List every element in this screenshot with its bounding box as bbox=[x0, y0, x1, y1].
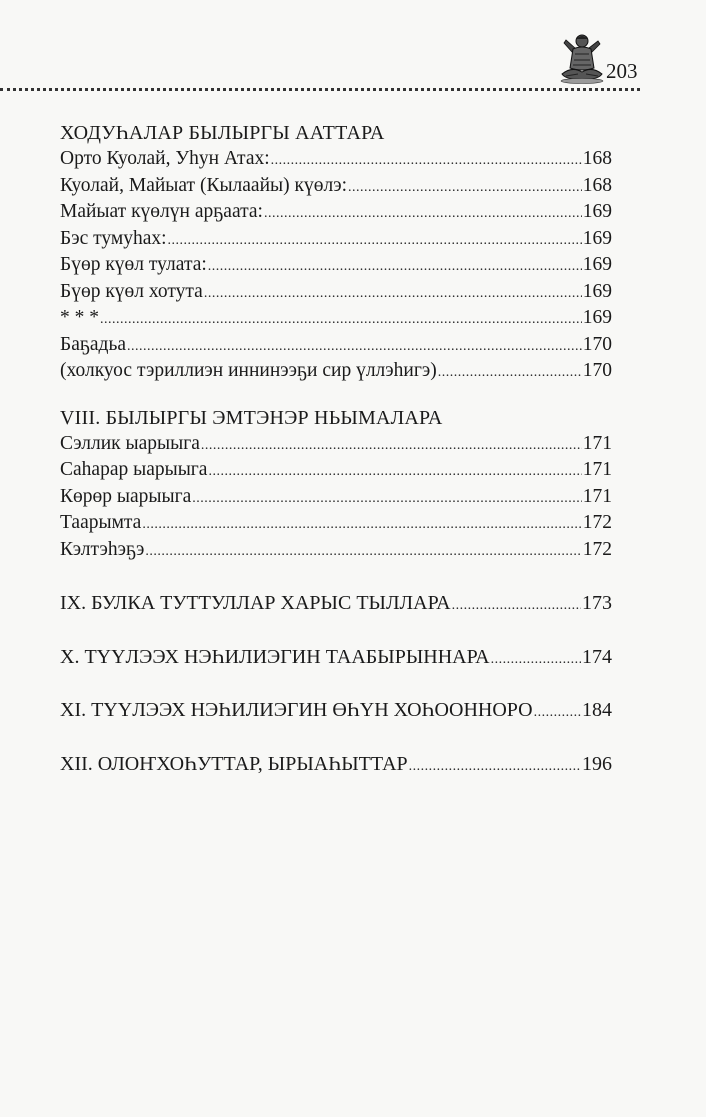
toc-entry[interactable] bbox=[60, 644, 612, 671]
entry-title: Орто Куолай, Уһун Атах: bbox=[60, 148, 270, 169]
leader-dots bbox=[271, 148, 582, 175]
entry-title: IX. БУЛКА ТУТТУЛЛАР ХАРЫС ТЫЛЛАРА bbox=[60, 592, 451, 614]
toc-section-hoduhalar bbox=[60, 120, 612, 385]
entry-page: 169 bbox=[582, 280, 612, 302]
page-number: 203 bbox=[606, 59, 638, 83]
entry-title: Кэлтэһэҕэ bbox=[60, 538, 145, 560]
leader-dots bbox=[534, 700, 581, 727]
section-title: ХОДУҺАЛАР БЫЛЫРГЫ ААТТАРА bbox=[60, 122, 385, 144]
entry-title: Бүөр күөл тулата: bbox=[60, 254, 207, 275]
leader-dots bbox=[208, 254, 582, 281]
entry-title: Баҕадьа bbox=[60, 333, 127, 355]
entry-title: Куолай, Майыат (Кылаайы) күөлэ: bbox=[60, 174, 347, 196]
toc-entry[interactable] bbox=[60, 484, 612, 511]
toc-entry[interactable] bbox=[60, 173, 612, 200]
leader-dots bbox=[192, 486, 582, 513]
leader-dots bbox=[348, 175, 582, 202]
leader-dots bbox=[438, 360, 582, 387]
leader-dots bbox=[491, 647, 581, 674]
entry-title: X. ТҮҮЛЭЭХ НЭҺИЛИЭГИН ТААБЫРЫННАРА bbox=[60, 645, 490, 668]
entry-page: 168 bbox=[582, 174, 612, 196]
entry-title: Сэллик ыарыыга bbox=[60, 432, 200, 454]
toc-chapter bbox=[60, 751, 612, 778]
leader-dots bbox=[142, 512, 581, 539]
entry-page: 169 bbox=[582, 254, 612, 275]
seated-figure-emblem-icon bbox=[558, 32, 604, 84]
entry-page: 169 bbox=[582, 307, 612, 328]
toc-entry[interactable] bbox=[60, 199, 612, 226]
leader-dots bbox=[204, 281, 582, 308]
page-header bbox=[0, 0, 706, 100]
toc-entry[interactable] bbox=[60, 431, 612, 458]
leader-dots bbox=[264, 201, 582, 228]
entry-page: 196 bbox=[582, 752, 612, 775]
entry-title: Бүөр күөл хотута bbox=[60, 280, 203, 302]
leader-dots bbox=[208, 459, 581, 486]
table-of-contents bbox=[60, 120, 612, 804]
leader-dots bbox=[168, 228, 582, 255]
entry-title: (холкуос тэриллиэн иннинээҕи сир үллэһигэ) bbox=[60, 360, 437, 381]
toc-entry[interactable] bbox=[60, 457, 612, 484]
leader-dots bbox=[127, 334, 582, 361]
entry-title: * * * bbox=[60, 307, 99, 328]
entry-page: 169 bbox=[582, 227, 612, 249]
leader-dots bbox=[201, 433, 582, 460]
toc-entry[interactable] bbox=[60, 510, 612, 537]
leader-dots bbox=[409, 754, 581, 781]
entry-page: 172 bbox=[582, 512, 612, 533]
toc-entry[interactable] bbox=[60, 358, 612, 385]
toc-chapter bbox=[60, 697, 612, 724]
entry-page: 173 bbox=[582, 592, 612, 614]
entry-page: 171 bbox=[582, 432, 612, 454]
entry-title: Саһарар ыарыыга bbox=[60, 459, 208, 480]
toc-entry[interactable] bbox=[60, 146, 612, 173]
toc-chapter bbox=[60, 644, 612, 671]
entry-title: XII. ОЛОҤХОҺУТТАР, ЫРЫАҺЫТТАР bbox=[60, 752, 408, 775]
entry-title: XI. ТҮҮЛЭЭХ НЭҺИЛИЭГИН ӨҺҮН ХОҺООННОРО bbox=[60, 699, 533, 721]
toc-entry[interactable] bbox=[60, 590, 612, 617]
leader-dots bbox=[100, 307, 582, 334]
toc-entry[interactable] bbox=[60, 305, 612, 332]
header-dotted-rule bbox=[0, 88, 640, 91]
toc-entry[interactable] bbox=[60, 697, 612, 724]
leader-dots bbox=[452, 593, 581, 620]
toc-entry[interactable] bbox=[60, 226, 612, 253]
toc-section-emtener bbox=[60, 405, 612, 564]
toc-entry[interactable] bbox=[60, 332, 612, 359]
entry-page: 184 bbox=[582, 699, 612, 721]
leader-dots bbox=[145, 539, 581, 566]
entry-page: 169 bbox=[582, 201, 612, 222]
toc-chapter bbox=[60, 590, 612, 617]
toc-entry[interactable] bbox=[60, 751, 612, 778]
entry-page: 171 bbox=[582, 485, 612, 507]
entry-page: 168 bbox=[582, 148, 612, 169]
entry-title: Таарымта bbox=[60, 512, 142, 533]
toc-entry[interactable] bbox=[60, 537, 612, 564]
toc-entry[interactable] bbox=[60, 252, 612, 279]
section-title: VIII. БЫЛЫРГЫ ЭМТЭНЭР НЬЫМАЛАРА bbox=[60, 406, 443, 429]
entry-title: Майыат күөлүн арҕаата: bbox=[60, 201, 263, 222]
entry-page: 171 bbox=[582, 459, 612, 480]
toc-entry[interactable] bbox=[60, 279, 612, 306]
entry-title: Бэс тумуһах: bbox=[60, 227, 167, 249]
entry-page: 170 bbox=[582, 360, 612, 381]
entry-page: 170 bbox=[582, 333, 612, 355]
entry-page: 172 bbox=[582, 538, 612, 560]
entry-title: Көрөр ыарыыга bbox=[60, 485, 192, 507]
entry-page: 174 bbox=[582, 645, 612, 668]
